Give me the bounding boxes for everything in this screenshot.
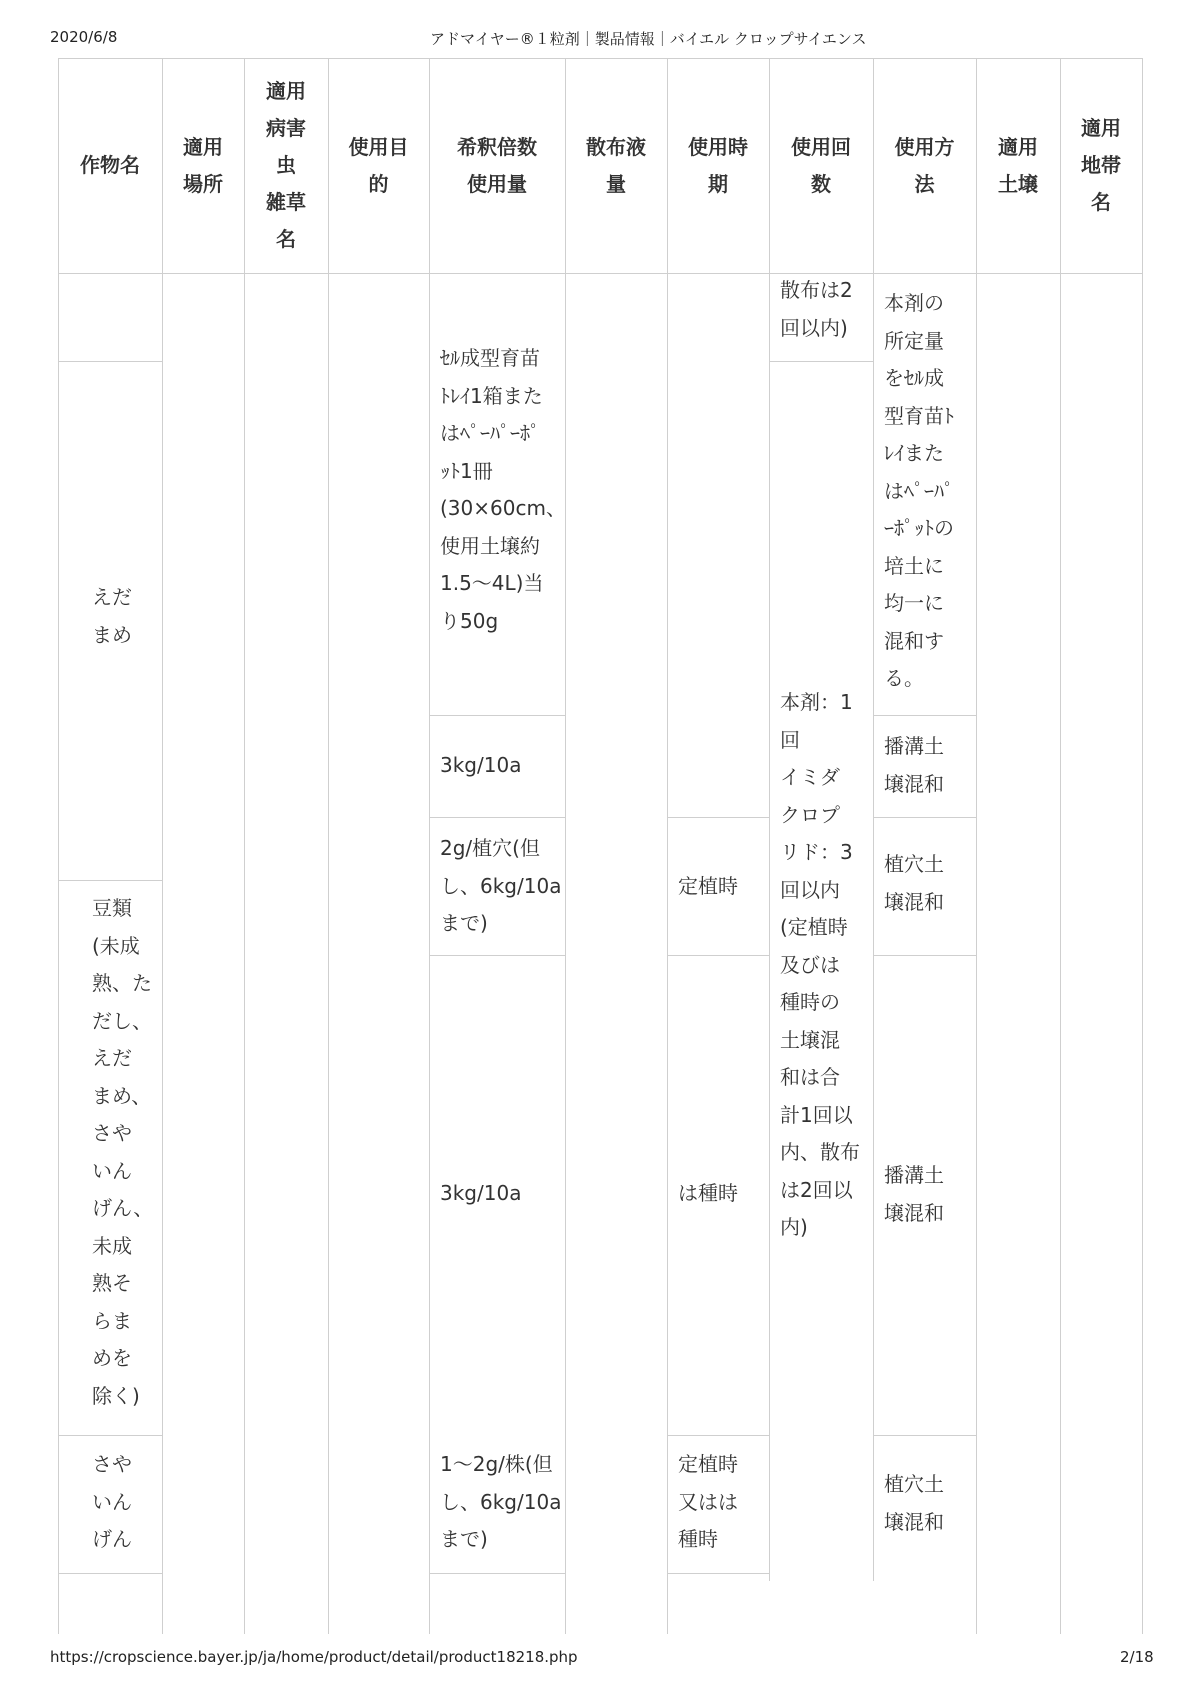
method-row-1: 播溝土 壌混和 [884,734,944,796]
column-border [1142,58,1143,1634]
column-border [1060,58,1061,1634]
row-border [873,715,976,716]
column-header-soil: 適用 土壌 [998,134,1038,196]
timing-row-2: 定植時 [678,874,738,898]
column-border [667,58,668,1634]
column-border [328,58,329,1634]
count-main: 本剤：1 回 イミダ クロプ リド：3 回以内 (定植時 及びは 種時の 土壌混 和は合 計1回以 内、散布 は2回以 内) [780,690,860,1239]
row-border [667,817,769,818]
column-header-region: 適用 地帯 名 [1081,116,1121,214]
row-border [58,880,162,881]
timing-row-4: 定植時 又はは 種時 [678,1452,738,1551]
amount-row-4: 1～2g/株(但 し、6kg/10a まで) [440,1452,562,1551]
column-header-purpose: 使用目 的 [348,134,409,196]
column-header-pest: 適用 病害 虫 雑草 名 [266,79,306,251]
method-tray: 本剤の 所定量 をｾﾙ成 型育苗ﾄ ﾚｲまた はﾍﾟｰﾊﾟ ｰﾎﾟｯﾄの 培土に 均一に 混和す る。 [884,291,954,690]
amount-row-3: 3kg/10a [440,1181,522,1205]
row-border [429,817,565,818]
amount-row-1: 3kg/10a [440,753,522,777]
row-border [58,361,162,362]
row-border [873,817,976,818]
column-border [162,58,163,1634]
column-header-spray-volume: 散布液 量 [586,134,646,196]
column-border [976,58,977,1634]
timing-row-3: は種時 [678,1181,738,1205]
page-url[interactable]: https://cropscience.bayer.jp/ja/home/product/detail/product18218.php [50,1648,578,1666]
amount-row-2: 2g/植穴(但 し、6kg/10a まで) [440,836,562,935]
column-header-timing: 使用時 期 [688,134,748,196]
column-header-count: 使用回 数 [791,134,851,196]
row-border [667,1573,769,1574]
row-border [873,1435,976,1436]
crop-edamame: えだ まめ [92,585,132,647]
column-header-dilution: 希釈倍数 使用量 [457,134,537,196]
column-header-method: 使用方 法 [894,134,955,196]
row-border [58,1573,162,1574]
column-border [58,58,59,1634]
column-border [769,58,770,1581]
method-row-4: 植穴土 壌混和 [884,1472,944,1534]
row-border [429,715,565,716]
row-border [873,955,976,956]
header-bottom-border [58,273,1142,274]
page-title: アドマイヤー®１粒剤｜製品情報｜バイエル クロップサイエンス [430,30,867,48]
column-border [244,58,245,1634]
page-number: 2/18 [1120,1648,1154,1666]
row-border [667,1435,769,1436]
method-row-2: 植穴土 壌混和 [884,852,944,914]
column-header-place: 適用 場所 [183,134,223,196]
row-border [58,1435,162,1436]
column-header-crop: 作物名 [80,153,140,177]
row-border [429,955,565,956]
method-row-3: 播溝土 壌混和 [884,1163,944,1225]
amount-tray: ｾﾙ成型育苗 ﾄﾚｲ1箱また はﾍﾟｰﾊﾟｰﾎﾟ ｯﾄ1冊 (30×60cm、 使用土壌約 1.5～4L)当 り50g [440,346,566,633]
column-border [565,58,566,1634]
crop-mamerui: 豆類 (未成 熟、た だし、 えだ まめ、 さや いん げん、 未成 熟そ らま めを 除く) [92,896,154,1408]
column-border [873,58,874,1581]
row-border [429,1573,565,1574]
column-border [429,58,430,1634]
print-date: 2020/6/8 [50,28,118,46]
row-border [667,955,769,956]
row-border [769,361,873,362]
count-top: 散布は2 回以内) [780,278,853,340]
crop-sayaingen: さや いん げん [92,1452,132,1551]
